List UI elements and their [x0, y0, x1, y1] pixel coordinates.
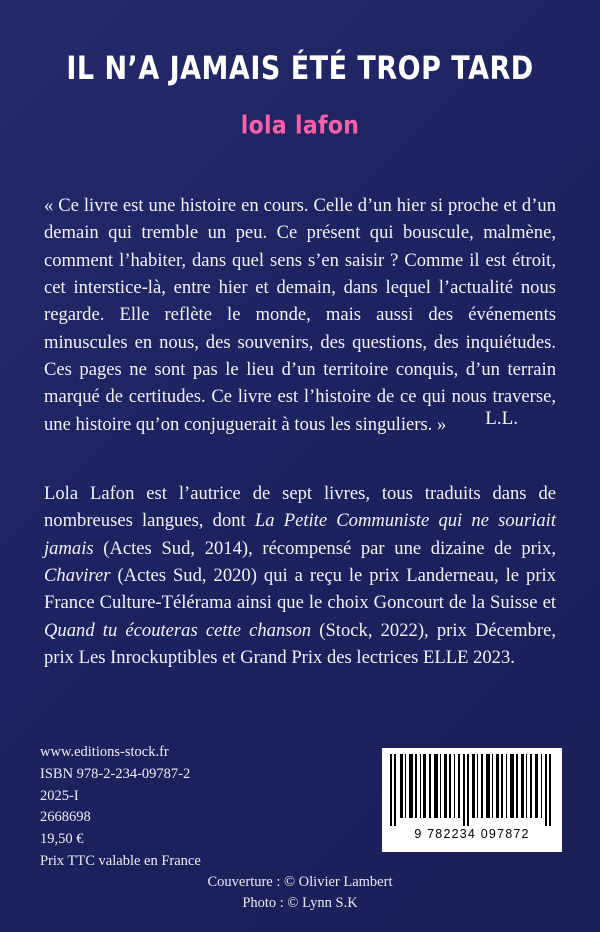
book-title: IL N’A JAMAIS ÉTÉ TROP TARD [66, 50, 534, 88]
publisher-edition-code: 2025-I [40, 787, 79, 804]
quote-body: « Ce livre est une histoire en cours. Celle d’un hier si proche et d’un demain qui tremble un peu. Ce présent qui bouscule, malmène, comment l’habiter, dans quel sens s’en saisir ? Comme il est étroit, cet interstice-là, entre hier et demain, dans lequel l’actualité nous regarde. Elle reflète le monde, mais aussi des événements minuscules en nous, des souvenirs, des questions, des inquiétudes. Ces pages ne sont pas le lieu d’un territoire conquis, d’un terrain marqué de certitudes. Ce livre est l’histoire de ce qui nous traverse, une histoire qu’on conjuguerait à tous les singuliers. » [44, 195, 556, 435]
publisher-website[interactable]: www.editions-stock.fr [40, 744, 169, 760]
publisher-price: 19,50 € [40, 831, 84, 847]
cover-credit: Couverture : © Olivier Lambert [207, 874, 393, 890]
quote-signature: L.L. [485, 408, 518, 429]
author-biography [44, 480, 556, 671]
bio-part-4: (Stock, 2022), prix Décembre, prix Les Inrockuptibles et Grand Prix des lectrices ELLE 2023. [44, 619, 556, 668]
bio-title-3: Quand tu écouteras cette chanson [44, 619, 312, 641]
publisher-isbn: ISBN 978-2-234-09787-2 [40, 765, 191, 782]
quote-text [44, 192, 556, 438]
bio-part-3: (Actes Sud, 2020) qui a reçu le prix Landerneau, le prix France Culture-Télérama ainsi que le choix Goncourt de la Suisse et [44, 564, 556, 614]
publisher-price-note: Prix TTC valable en France [40, 852, 201, 869]
barcode-digits: 9 782234 097872 [414, 827, 530, 841]
photo-credit: Photo : © Lynn S.K [242, 895, 358, 912]
book-author: lola lafon [240, 112, 360, 140]
publisher-reference: 2668698 [40, 809, 91, 826]
bio-title-2: Chavirer [44, 564, 111, 586]
bio-part-2: (Actes Sud, 2014), récompensé par une dizaine de prix, [93, 537, 556, 559]
barcode [382, 748, 562, 852]
bio-title-1: La Petite Communiste qui ne souriait jamais [44, 510, 556, 559]
publisher-info [40, 742, 201, 873]
barcode-bars-icon [390, 754, 554, 826]
credits [0, 872, 600, 914]
bio-part-1: Lola Lafon est l’autrice de sept livres, tous traduits dans de nombreuses langues, dont [44, 483, 556, 532]
